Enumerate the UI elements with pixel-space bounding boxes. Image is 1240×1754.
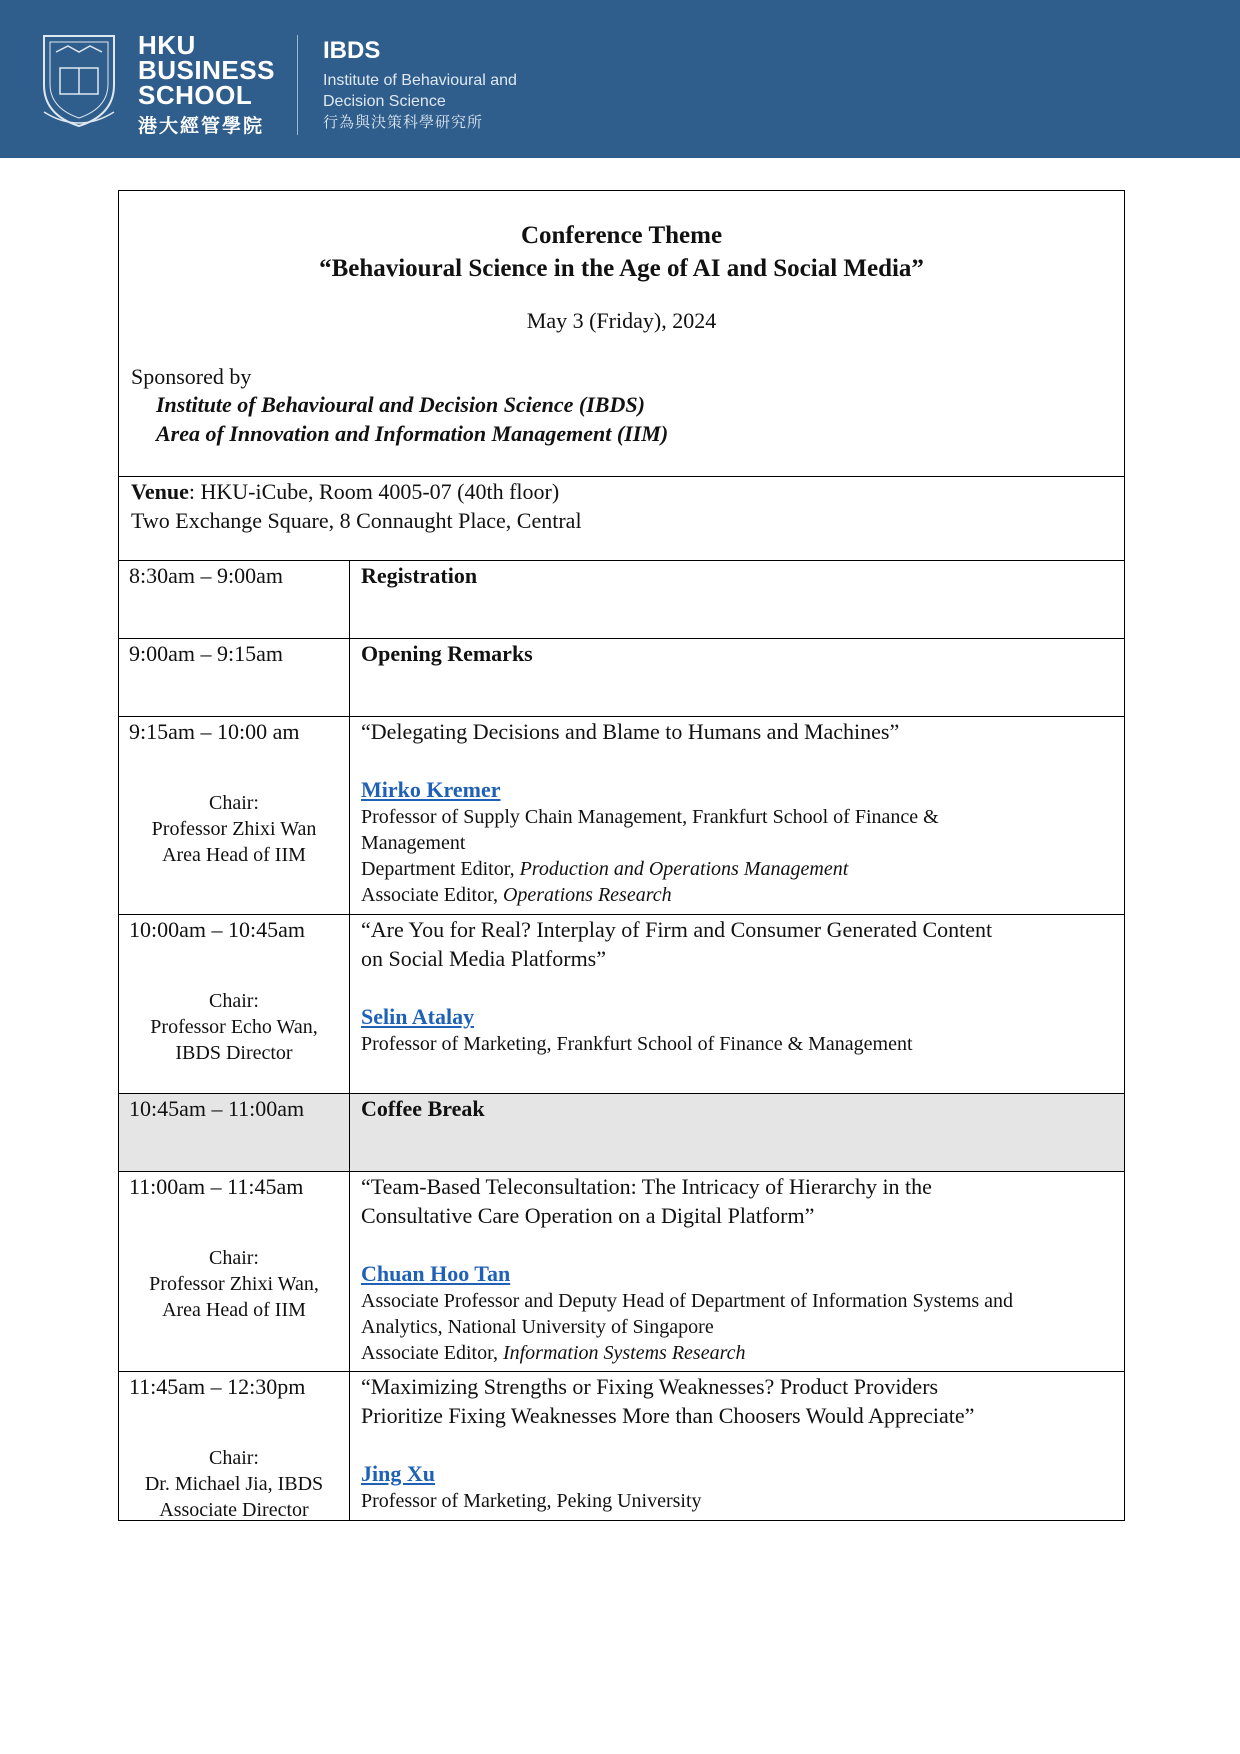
ibds-title: IBDS [323, 37, 381, 64]
header-banner [0, 0, 1240, 158]
schedule-row-coffee-break [119, 1094, 1124, 1172]
speaker-link[interactable]: Chuan Hoo Tan [361, 1261, 511, 1286]
speaker-affiliation-cont: Analytics, National University of Singapore [361, 1316, 714, 1338]
venue-line-1 [131, 477, 1112, 506]
journal-name: Information Systems Research [502, 1342, 746, 1364]
time-cell [119, 915, 350, 1093]
role-prefix: Associate Editor, [361, 884, 503, 906]
speaker-details [361, 1288, 1114, 1366]
speaker-editor-role [361, 882, 1114, 908]
time-slot: 11:45am – 12:30pm [129, 1374, 306, 1399]
logo-chinese: 港大經管學院 [138, 116, 265, 137]
time-cell [119, 639, 350, 716]
speaker-affiliation: Associate Professor and Deputy Head of Department of Information Systems and [361, 1290, 1014, 1312]
sponsor-ibds: Institute of Behavioural and Decision Science (IBDS) [156, 392, 645, 417]
schedule-row-tan [119, 1172, 1124, 1372]
content-cell [350, 1094, 1124, 1171]
talk-title: “Delegating Decisions and Blame to Humans and Machines” [361, 719, 900, 744]
time-cell [119, 561, 350, 638]
ibds-subtitle-line-1: Institute of Behavioural and [323, 72, 517, 89]
chair-info [129, 1245, 339, 1323]
chair-role: Area Head of IIM [162, 1299, 306, 1321]
content-cell [350, 1172, 1124, 1371]
speaker-link[interactable]: Mirko Kremer [361, 777, 501, 802]
time-slot: 11:00am – 11:45am [129, 1174, 304, 1199]
theme-label: Conference Theme [520, 222, 723, 249]
speaker-link[interactable]: Jing Xu [361, 1461, 435, 1486]
talk-title [361, 1372, 1114, 1430]
chair-role: IBDS Director [175, 1042, 293, 1064]
speaker-editor-role [361, 1340, 1114, 1366]
speaker-affiliation: Professor of Marketing, Frankfurt School of Finance & Management [361, 1033, 913, 1055]
logo-line-2: BUSINESS [138, 55, 275, 85]
speaker-details [361, 1488, 1114, 1514]
schedule-row-atalay [119, 915, 1124, 1094]
chair-name: Professor Zhixi Wan, [149, 1273, 319, 1295]
journal-name: Production and Operations Management [519, 858, 849, 880]
sponsored-by-label: Sponsored by [131, 364, 252, 389]
talk-title-line-2: Consultative Care Operation on a Digital Platform” [361, 1203, 815, 1228]
time-slot: 10:00am – 10:45am [129, 917, 305, 942]
venue-label: Venue [131, 479, 189, 504]
session-title: Registration [361, 563, 478, 588]
journal-name: Operations Research [502, 884, 672, 906]
chair-label: Chair: [209, 990, 259, 1012]
talk-title [361, 915, 1114, 973]
time-cell [119, 1094, 350, 1171]
content-cell [350, 639, 1124, 716]
ibds-subtitle [323, 70, 517, 112]
speaker-details [361, 804, 1114, 908]
chair-label: Chair: [209, 1447, 259, 1469]
speaker-affiliation: Professor of Supply Chain Management, Frankfurt School of Finance & [361, 806, 939, 828]
chair-name: Professor Zhixi Wan [151, 818, 317, 840]
venue-section [119, 477, 1124, 561]
ibds-chinese: 行為與決策科學研究所 [323, 114, 484, 131]
venue-address: Two Exchange Square, 8 Connaught Place, Central [131, 508, 582, 533]
chair-role: Area Head of IIM [162, 844, 306, 866]
talk-title-line-1: “Team-Based Teleconsultation: The Intricacy of Hierarchy in the [361, 1174, 932, 1199]
conference-date: May 3 (Friday), 2024 [526, 308, 717, 333]
venue-room: : HKU-iCube, Room 4005-07 (40th floor) [188, 479, 560, 504]
time-slot: 9:15am – 10:00 am [129, 719, 300, 744]
sponsor-iim: Area of Innovation and Information Management (IIM) [156, 421, 669, 446]
time-slot: 8:30am – 9:00am [129, 563, 283, 588]
talk-title-line-1: “Are You for Real? Interplay of Firm and Consumer Generated Content [361, 917, 993, 942]
logo-line-3: SCHOOL [138, 80, 253, 110]
chair-name: Dr. Michael Jia, IBDS [144, 1473, 324, 1495]
content-cell [350, 1372, 1124, 1520]
speaker-link[interactable]: Selin Atalay [361, 1004, 475, 1029]
schedule-row-opening-remarks [119, 639, 1124, 717]
talk-title-line-2: on Social Media Platforms” [361, 946, 607, 971]
chair-role: Associate Director [159, 1499, 309, 1521]
speaker-affiliation: Professor of Marketing, Peking University [361, 1490, 702, 1512]
time-slot: 10:45am – 11:00am [129, 1096, 305, 1121]
talk-title [361, 1172, 1114, 1230]
chair-label: Chair: [209, 792, 259, 814]
speaker-editor-role [361, 856, 1114, 882]
schedule-row-kremer [119, 717, 1124, 915]
ibds-logo [323, 37, 517, 133]
speaker-affiliation-cont: Management [361, 832, 466, 854]
session-title: Opening Remarks [361, 641, 533, 666]
theme-title: “Behavioural Science in the Age of AI and Social Media” [319, 255, 924, 282]
logo-line-1: HKU [138, 30, 196, 60]
chair-info [129, 790, 339, 868]
content-cell [350, 717, 1124, 914]
speaker-details [361, 1031, 1114, 1057]
role-prefix: Associate Editor, [361, 1342, 503, 1364]
ibds-subtitle-line-2: Decision Science [323, 93, 446, 110]
hku-business-school-logo [138, 30, 275, 139]
time-slot: 9:00am – 9:15am [129, 641, 283, 666]
time-cell [119, 717, 350, 914]
time-cell [119, 1372, 350, 1520]
banner-divider [297, 35, 298, 135]
role-prefix: Department Editor, [361, 858, 520, 880]
content-cell [350, 915, 1124, 1093]
chair-label: Chair: [209, 1247, 259, 1269]
content-cell [350, 561, 1124, 638]
talk-title-line-1: “Maximizing Strengths or Fixing Weaknesses? Product Providers [361, 1374, 939, 1399]
talk-title-line-2: Prioritize Fixing Weaknesses More than Choosers Would Appreciate” [361, 1403, 975, 1428]
schedule-row-xu [119, 1372, 1124, 1520]
hku-crest-icon [38, 30, 120, 130]
programme-table [118, 190, 1125, 1521]
chair-info [129, 988, 339, 1066]
chair-name: Professor Echo Wan, [150, 1016, 318, 1038]
conference-header [119, 191, 1124, 477]
schedule-row-registration [119, 561, 1124, 639]
time-cell [119, 1172, 350, 1371]
chair-info [129, 1445, 339, 1523]
session-title: Coffee Break [361, 1096, 485, 1121]
